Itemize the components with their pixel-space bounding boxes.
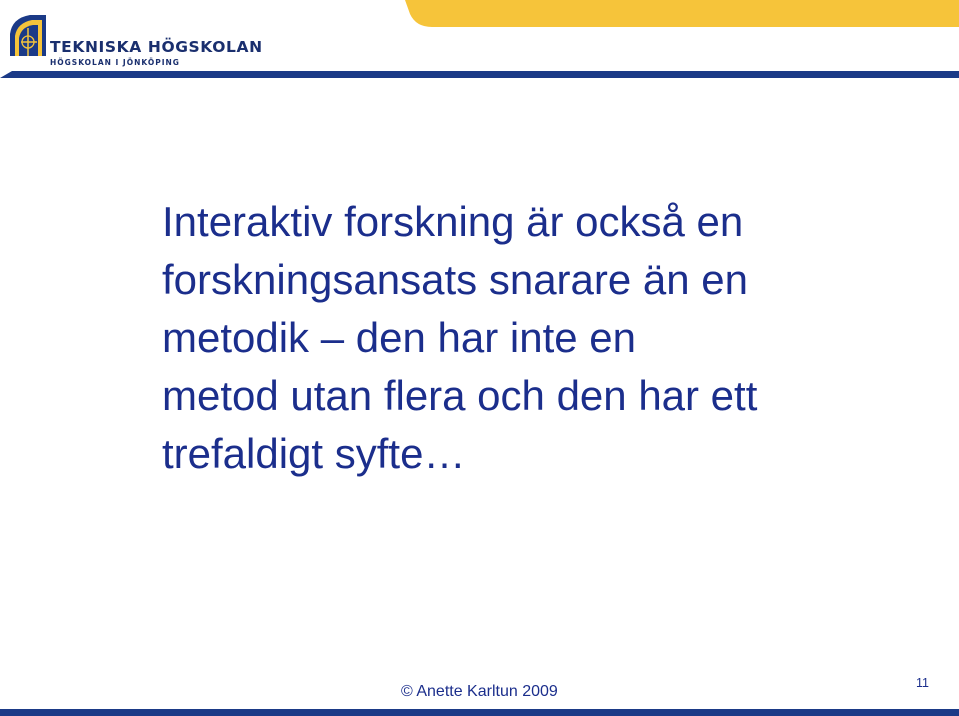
slide-number: 11 xyxy=(916,676,929,690)
body-line-4: metod utan flera och den har ett xyxy=(162,372,758,419)
slide-body-text xyxy=(162,193,862,483)
institution-subname: HÖGSKOLAN I JÖNKÖPING xyxy=(50,58,180,67)
university-seal-icon xyxy=(6,12,50,60)
footer-rule xyxy=(0,709,959,716)
body-line-3: metodik – den har inte en xyxy=(162,314,636,361)
header-yellow-band xyxy=(405,0,959,27)
institution-name: TEKNISKA HÖGSKOLAN xyxy=(50,38,263,56)
header-rule xyxy=(0,71,959,78)
body-line-5: trefaldigt syfte… xyxy=(162,430,466,477)
body-line-2: forskningsansats snarare än en xyxy=(162,256,749,303)
body-line-1: Interaktiv forskning är också en xyxy=(162,198,744,245)
footer-copyright: © Anette Karltun 2009 xyxy=(401,683,558,700)
